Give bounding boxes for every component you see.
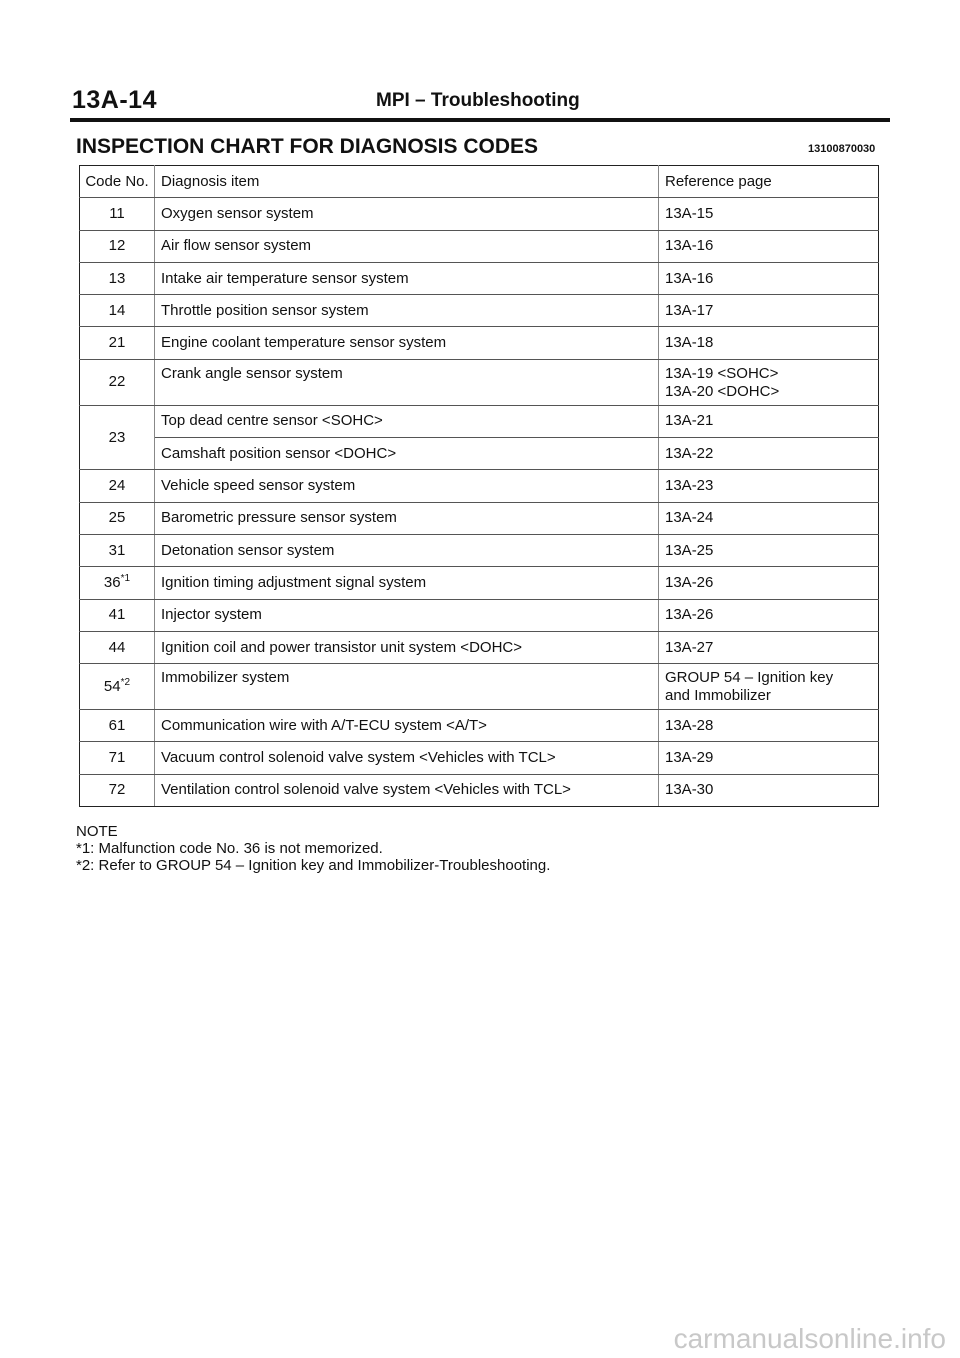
table-row (80, 664, 879, 710)
reference-cell: 13A-16 (659, 230, 879, 262)
document-code: 13100870030 (808, 143, 876, 155)
note-line: *2: Refer to GROUP 54 – Ignition key and Immobilizer-Troubleshooting. (76, 857, 551, 874)
table-row (80, 262, 879, 294)
item-cell: Ignition coil and power transistor unit system <DOHC> (155, 631, 659, 663)
code-cell (80, 664, 155, 710)
item-cell: Crank angle sensor system (155, 359, 659, 405)
code-cell: 24 (80, 470, 155, 502)
code-cell: 31 (80, 534, 155, 566)
table-row (80, 534, 879, 566)
table-row (80, 710, 879, 742)
reference-cell: 13A-30 (659, 774, 879, 806)
item-cell: Vehicle speed sensor system (155, 470, 659, 502)
reference-cell (659, 359, 879, 405)
code-cell: 71 (80, 742, 155, 774)
reference-line: GROUP 54 – Ignition key (665, 669, 834, 687)
table-row (80, 438, 879, 470)
header-rule (70, 118, 890, 122)
code-cell: 72 (80, 774, 155, 806)
table-row (80, 359, 879, 405)
column-header-reference: Reference page (659, 166, 879, 198)
code-cell: 12 (80, 230, 155, 262)
note-line: *1: Malfunction code No. 36 is not memorized. (76, 840, 383, 857)
reference-cell: 13A-29 (659, 742, 879, 774)
item-cell: Camshaft position sensor <DOHC> (155, 438, 659, 470)
table-row (80, 327, 879, 359)
reference-cell: 13A-16 (659, 262, 879, 294)
reference-cell (659, 664, 879, 710)
item-cell: Engine coolant temperature sensor system (155, 327, 659, 359)
page-id: 13A-14 (72, 86, 157, 114)
item-cell: Immobilizer system (155, 664, 659, 710)
reference-cell: 13A-24 (659, 502, 879, 534)
reference-line: and Immobilizer (665, 687, 771, 705)
reference-cell: 13A-27 (659, 631, 879, 663)
table-row (80, 599, 879, 631)
code-cell: 13 (80, 262, 155, 294)
note-block (76, 823, 550, 874)
diagnosis-code-table (79, 165, 879, 807)
table-row (80, 502, 879, 534)
table-row (80, 774, 879, 806)
reference-cell: 13A-26 (659, 567, 879, 599)
code-value: 54 (103, 677, 121, 695)
item-cell: Intake air temperature sensor system (155, 262, 659, 294)
column-header-item: Diagnosis item (155, 166, 659, 198)
code-cell: 22 (80, 359, 155, 405)
footnote-mark: *2 (120, 676, 131, 688)
reference-cell: 13A-21 (659, 405, 879, 437)
column-header-code: Code No. (80, 166, 155, 198)
table-row (80, 742, 879, 774)
item-cell: Barometric pressure sensor system (155, 502, 659, 534)
item-cell: Communication wire with A/T-ECU system <A/T> (155, 710, 659, 742)
chart-title: INSPECTION CHART FOR DIAGNOSIS CODES (76, 135, 539, 158)
table-row (80, 631, 879, 663)
table-row (80, 470, 879, 502)
item-cell: Injector system (155, 599, 659, 631)
reference-cell: 13A-15 (659, 198, 879, 230)
footnote-mark: *1 (120, 572, 131, 584)
reference-cell: 13A-26 (659, 599, 879, 631)
code-cell: 14 (80, 295, 155, 327)
code-cell: 44 (80, 631, 155, 663)
code-cell: 21 (80, 327, 155, 359)
code-cell: 23 (80, 405, 155, 470)
table-row (80, 405, 879, 437)
item-cell: Ignition timing adjustment signal system (155, 567, 659, 599)
reference-cell: 13A-17 (659, 295, 879, 327)
item-cell: Air flow sensor system (155, 230, 659, 262)
item-cell: Oxygen sensor system (155, 198, 659, 230)
item-cell: Top dead centre sensor <SOHC> (155, 405, 659, 437)
code-cell: 61 (80, 710, 155, 742)
code-cell: 11 (80, 198, 155, 230)
note-title: NOTE (76, 823, 118, 840)
code-cell (80, 567, 155, 599)
item-cell: Vacuum control solenoid valve system <Vehicles with TCL> (155, 742, 659, 774)
reference-cell: 13A-18 (659, 327, 879, 359)
section-title: MPI – Troubleshooting (376, 90, 580, 111)
reference-line: 13A-20 <DOHC> (665, 382, 780, 400)
watermark: carmanualsonline.info (673, 1323, 946, 1354)
item-cell: Detonation sensor system (155, 534, 659, 566)
table-row (80, 198, 879, 230)
reference-cell: 13A-25 (659, 534, 879, 566)
table-row (80, 295, 879, 327)
reference-line: 13A-19 <SOHC> (665, 364, 779, 382)
item-cell: Throttle position sensor system (155, 295, 659, 327)
code-cell: 25 (80, 502, 155, 534)
item-cell: Ventilation control solenoid valve system <Vehicles with TCL> (155, 774, 659, 806)
reference-cell: 13A-23 (659, 470, 879, 502)
reference-cell: 13A-22 (659, 438, 879, 470)
code-cell: 41 (80, 599, 155, 631)
table-header-row (80, 166, 879, 198)
table-row (80, 230, 879, 262)
code-value: 36 (103, 573, 121, 591)
reference-cell: 13A-28 (659, 710, 879, 742)
table-row (80, 567, 879, 599)
